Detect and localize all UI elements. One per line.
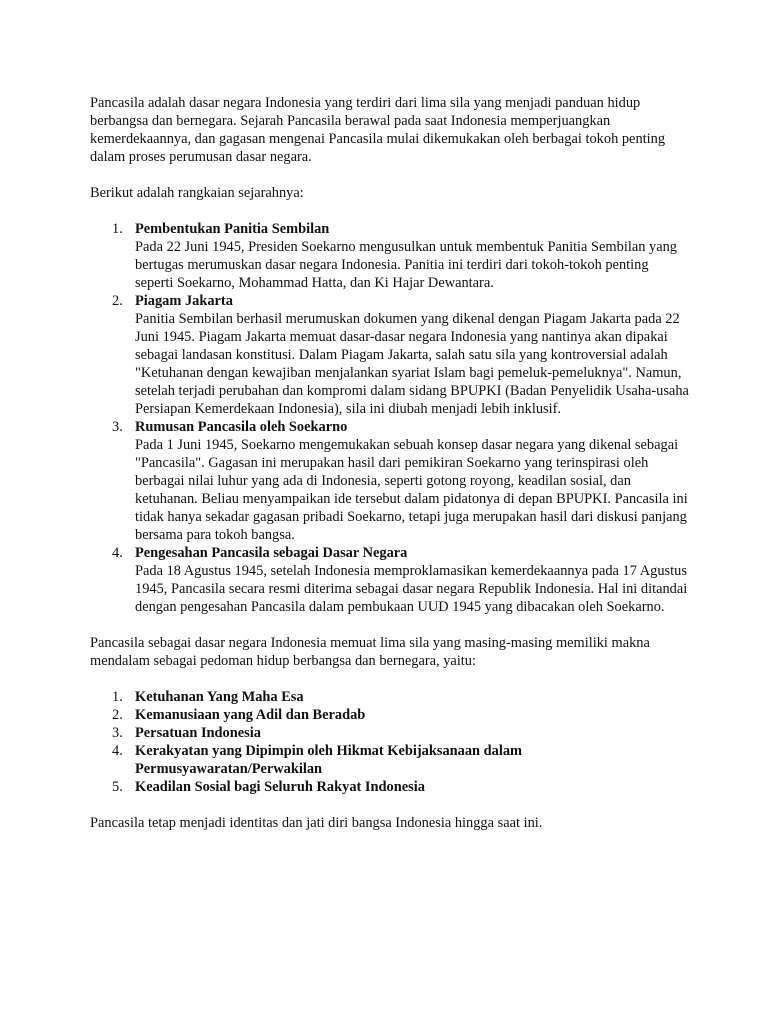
history-item-title: Pembentukan Panitia Sembilan [135, 221, 330, 237]
history-item [90, 292, 690, 418]
list-number: 4. [112, 545, 123, 561]
list-number: 1. [112, 689, 123, 705]
list-number: 1. [112, 221, 123, 237]
sila-list [90, 688, 690, 796]
sila-title: Kemanusiaan yang Adil dan Beradab [135, 707, 366, 723]
intro-paragraph: Pancasila adalah dasar negara Indonesia yang terdiri dari lima sila yang menjadi panduan hidup berbangsa dan bernegara. Sejarah Pancasila berawal pada saat Indonesia memperjuangkan kemerdekaannya, dan gagasan mengenai Pancasila mulai dikemukakan oleh berbagai tokoh penting dalam proses perumusan dasar negara. [90, 95, 666, 165]
sila-item [90, 778, 690, 796]
list-number: 4. [112, 743, 123, 759]
sila-lead: Pancasila sebagai dasar negara Indonesia memuat lima sila yang masing-masing memiliki makna mendalam sebagai pedoman hidup berbangsa dan bernegara, yaitu: [90, 635, 650, 669]
sila-item [90, 688, 690, 706]
history-item-title: Piagam Jakarta [135, 293, 233, 309]
sila-item [90, 724, 690, 742]
history-list [90, 220, 690, 616]
history-item-body: Pada 22 Juni 1945, Presiden Soekarno mengusulkan untuk membentuk Panitia Sembilan yang bertugas merumuskan dasar negara Indonesia. Panitia ini terdiri dari tokoh-tokoh penting seperti Soekarno, Mohammad Hatta, dan Ki Hajar Dewantara. [135, 239, 677, 291]
spacer [90, 202, 690, 220]
spacer [90, 796, 690, 814]
history-item-body: Pada 18 Agustus 1945, setelah Indonesia memproklamasikan kemerdekaannya pada 17 Agustus 1945, Pancasila secara resmi diterima sebagai dasar negara Republik Indonesia. Hal ini ditandai dengan pengesahan Pancasila dalam pembukaan UUD 1945 yang dibacakan oleh Soekarno. [135, 563, 688, 615]
closing-paragraph: Pancasila tetap menjadi identitas dan jati diri bangsa Indonesia hingga saat ini. [90, 815, 543, 831]
list-number: 2. [112, 707, 123, 723]
sila-title: Keadilan Sosial bagi Seluruh Rakyat Indonesia [135, 779, 425, 795]
list-number: 3. [112, 419, 123, 435]
sila-item [90, 706, 690, 724]
history-item [90, 220, 690, 292]
spacer [90, 166, 690, 184]
history-lead: Berikut adalah rangkaian sejarahnya: [90, 185, 304, 201]
document-page [90, 94, 690, 832]
history-item [90, 418, 690, 544]
history-item-title: Rumusan Pancasila oleh Soekarno [135, 419, 348, 435]
list-number: 3. [112, 725, 123, 741]
sila-title: Persatuan Indonesia [135, 725, 261, 741]
history-item-title: Pengesahan Pancasila sebagai Dasar Negara [135, 545, 408, 561]
sila-item [90, 742, 690, 778]
sila-title: Kerakyatan yang Dipimpin oleh Hikmat Kebijaksanaan dalam Permusyawaratan/Perwakilan [135, 743, 523, 777]
spacer [90, 670, 690, 688]
list-number: 5. [112, 779, 123, 795]
history-item [90, 544, 690, 616]
history-item-body: Panitia Sembilan berhasil merumuskan dokumen yang dikenal dengan Piagam Jakarta pada 22 Juni 1945. Piagam Jakarta memuat dasar-dasar negara Indonesia yang nantinya akan dipakai sebagai landasan konstitusi. Dalam Piagam Jakarta, salah satu sila yang kontroversial adalah "Ketuhanan dengan kewajiban menjalankan syariat Islam bagi pemeluk-pemeluknya". Namun, setelah terjadi perubahan dan kompromi dalam sidang BPUPKI (Badan Penyelidik Usaha-usaha Persiapan Kemerdekaan Indonesia), sila ini diubah menjadi lebih inklusif. [135, 311, 689, 417]
sila-title: Ketuhanan Yang Maha Esa [135, 689, 304, 705]
history-item-body: Pada 1 Juni 1945, Soekarno mengemukakan sebuah konsep dasar negara yang dikenal sebagai "Pancasila". Gagasan ini merupakan hasil dari pemikiran Soekarno yang terinspirasi oleh berbagai nilai luhur yang ada di Indonesia, seperti gotong royong, keadilan sosial, dan ketuhanan. Beliau menyampaikan ide tersebut dalam pidatonya di depan BPUPKI. Pancasila ini tidak hanya sekadar gagasan pribadi Soekarno, tetapi juga merupakan hasil dari diskusi panjang bersama para tokoh bangsa. [135, 437, 688, 543]
spacer [90, 616, 690, 634]
list-number: 2. [112, 293, 123, 309]
